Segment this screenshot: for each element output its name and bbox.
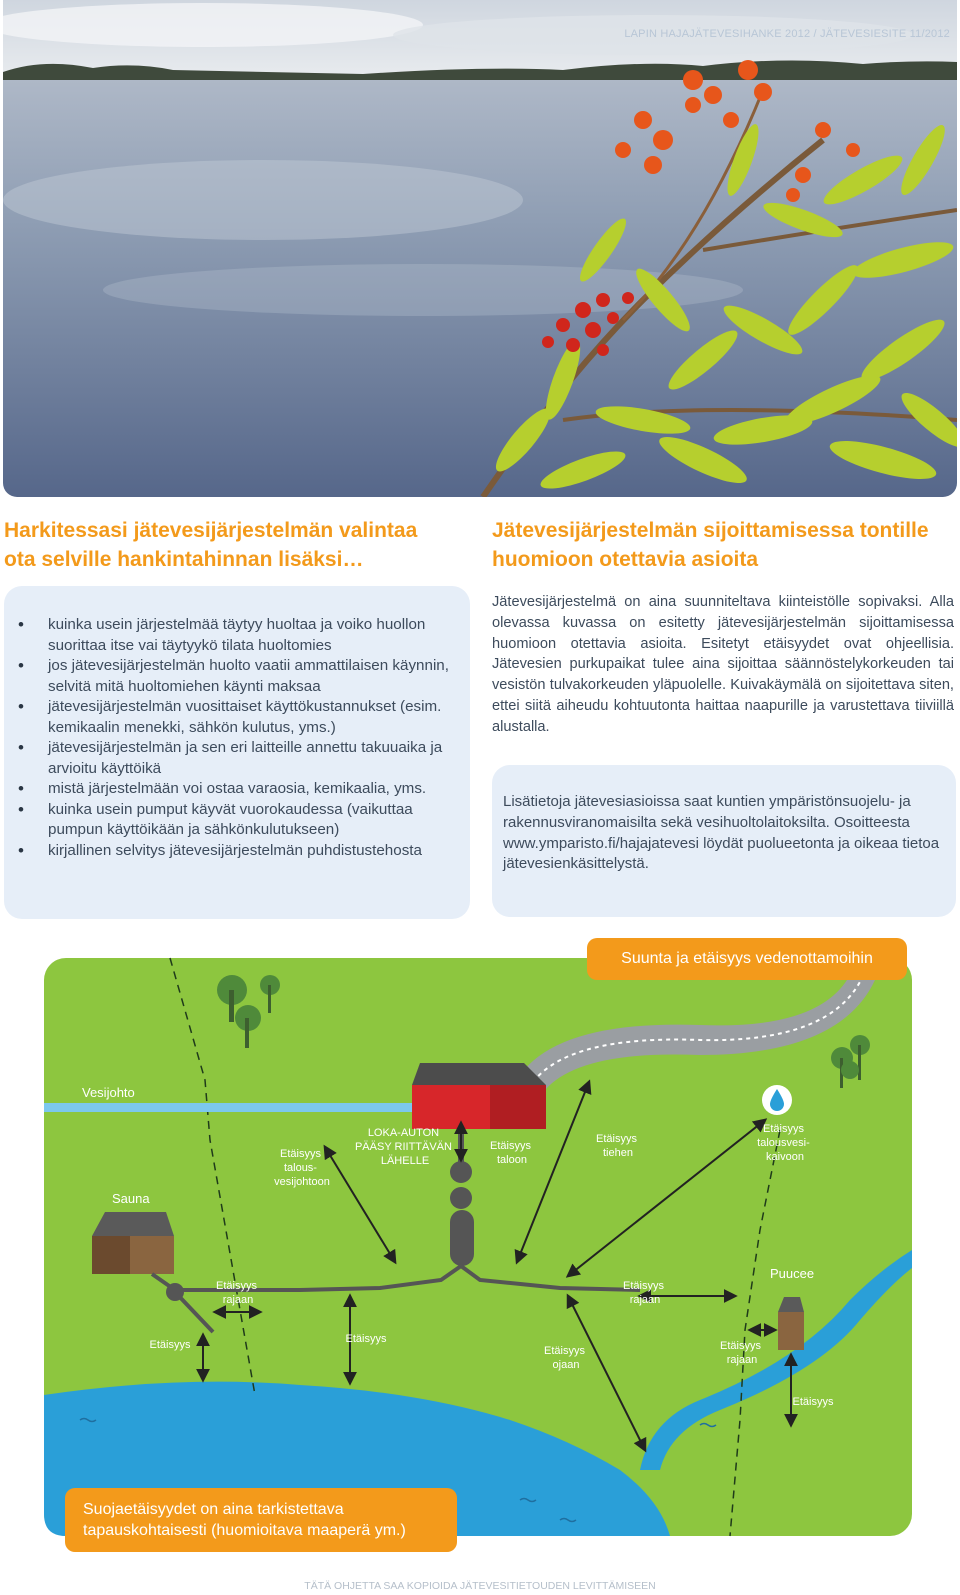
label-etaisyys-kaivoon: Etäisyys talousvesi- kaivoon [757,1123,810,1163]
label-etaisyys-rajaan-mid: Etäisyys rajaan [622,1280,664,1306]
label-etaisyys-talousvesijohto: Etäisyys talous- vesijohtoon [274,1148,330,1188]
label-loka-auton: LOKA-AUTON PÄÄSY RIITTÄVÄN LÄHELLE [354,1127,452,1167]
callout-water-intake: Suunta ja etäisyys vedenottamoihin [587,938,907,980]
water-pipe [44,1103,424,1112]
well-icon [762,1085,792,1115]
label-vesijohto: Vesijohto [82,1085,135,1100]
info-text: Lisätietoja jätevesiasioissa saat kuntien ympäristönsuojelu- ja rakennusviranomaisilta sekä vesihuoltolaitoksilta. Osoitteesta www.ymparisto.fi/hajajatevesi löydät puolueetonta ja oikeaa tietoa jätevesienkäsittelystä. [503,793,940,873]
label-etaisyys-tiehen: Etäisyys tiehen [595,1133,637,1159]
label-sauna: Sauna [112,1191,150,1206]
list-item: • mistä järjestelmään voi ostaa varaosia, kemikaalia, yms. [16,779,466,800]
house [412,1063,546,1129]
list-item: • jos jätevesijärjestelmän huolto vaatii ammattilaisen käynnin, selvitä mitä huoltomiehen käynti maksaa [16,656,466,697]
placement-map [0,935,960,1575]
header-note: LAPIN HAJAJÄTEVESIHANKE 2012 / JÄTEVESIESITE 11/2012 [624,28,950,40]
footer-note: TÄTÄ OHJETTA SAA KOPIOIDA JÄTEVESITIETOUDEN LEVITTÄMISEEN [304,1580,656,1592]
left-title-line2: ota selville hankintahinnan lisäksi… [4,548,364,571]
list-item: • kirjallinen selvitys jätevesijärjestelmän puhdistustehosta [16,841,466,862]
callout-safety-distances: Suojaetäisyydet on aina tarkistettava tapauskohtaisesti (huomioitava maaperä ym.) [65,1488,457,1552]
outhouse [778,1297,804,1350]
label-etaisyys-rajaan-left: Etäisyys rajaan [215,1280,257,1306]
lake-rowan-illustration [3,0,957,497]
right-title [492,516,960,574]
right-title-line2: huomioon otettavia asioita [492,548,759,571]
list-item: • jätevesijärjestelmän ja sen eri laitteille annettu takuuaika ja arvioitu käyttöikä [16,738,466,779]
right-title-line1: Jätevesijärjestelmän sijoittamisessa tontille [492,519,929,542]
left-title-line1: Harkitessasi jätevesijärjestelmän valintaa [4,519,418,542]
label-etaisyys-right: Etäisyys [792,1396,834,1408]
list-item: • kuinka usein järjestelmää täytyy huoltaa ja voiko huollon suorittaa itse vai täytyykö tilata huoltomies [16,615,466,656]
placement-paragraph: Jätevesijärjestelmä on aina suunniteltava kiinteistölle sopivaksi. Alla olevassa kuvassa on esitetty jätevesijärjestelmän sijoittamisessa huomioon otettavia asioita. Esitetyt etäisyydet ovat ohjeellisia. Jätevesien purkupaikat tulee aina sijoittaa säännöstelykorkeuden tai vesistön tulvakorkeuden yläpuolelle. Kuivakäymälä on sijoitettava siten, ettei siitä aiheudu kohtuutonta haittaa naapurille ja varustettava tiiviillä alustalla. [492,594,954,735]
label-puucee: Puucee [770,1266,815,1281]
hero-photo [3,0,957,497]
checklist [16,615,466,861]
label-etaisyys-taloon: Etäisyys taloon [489,1140,531,1166]
label-etaisyys-ojaan: Etäisyys ojaan [543,1345,585,1371]
list-item: • kuinka usein pumput käyvät vuorokaudessa (vaikuttaa pumpun käyttöikään ja sähkönkulutukseen) [16,800,466,841]
label-etaisyys-center: Etäisyys [345,1333,387,1345]
label-etaisyys-rajaan-right: Etäisyys rajaan [719,1340,761,1366]
list-item: • jätevesijärjestelmän vuosittaiset käyttökustannukset (esim. kemikaalin menekki, sähkön kulutus, yms.) [16,697,466,738]
left-title [4,516,474,574]
sauna-building [92,1212,174,1274]
label-etaisyys-left: Etäisyys [149,1339,191,1351]
